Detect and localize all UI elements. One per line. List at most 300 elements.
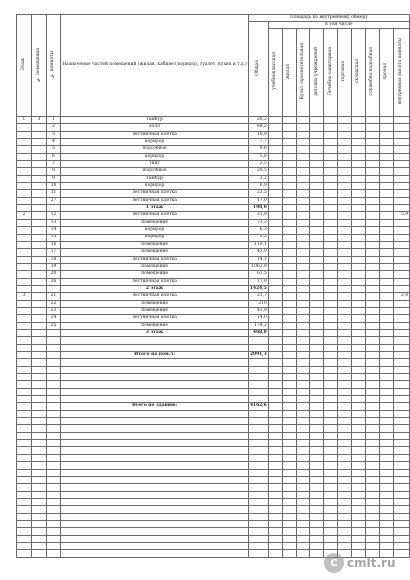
premise-cell (31, 440, 46, 447)
premise-cell (31, 462, 46, 469)
empty-cell (296, 168, 310, 175)
table-row (17, 440, 410, 447)
empty-cell (379, 271, 393, 278)
room-cell (46, 403, 60, 410)
empty-cell (310, 396, 324, 403)
table-row (17, 374, 410, 381)
room-cell (46, 344, 60, 351)
empty-cell (296, 484, 310, 491)
empty-cell (366, 388, 380, 395)
purpose-cell: лестничная клетка (61, 131, 249, 138)
empty-cell (338, 190, 352, 197)
room-cell (46, 542, 60, 549)
empty-cell (268, 322, 282, 329)
empty-cell (324, 418, 338, 425)
premise-cell (31, 388, 46, 395)
table-row (17, 396, 410, 403)
room-cell: 1 (46, 117, 60, 124)
empty-cell (296, 256, 310, 263)
floor-cell (17, 374, 32, 381)
room-cell: 20 (46, 271, 60, 278)
area-cell: 68,2 (248, 124, 268, 131)
empty-cell (352, 190, 366, 197)
empty-cell (366, 432, 380, 439)
room-cell (46, 506, 60, 513)
empty-cell (310, 550, 324, 557)
empty-cell (338, 227, 352, 234)
empty-cell (352, 329, 366, 336)
floor-cell (17, 249, 32, 256)
empty-cell (338, 175, 352, 182)
empty-cell (352, 359, 366, 366)
area-cell (248, 498, 268, 505)
floor-cell (17, 337, 32, 344)
empty-cell (352, 271, 366, 278)
empty-cell (352, 219, 366, 226)
empty-cell (282, 366, 296, 373)
room-cell (46, 440, 60, 447)
height-cell (393, 307, 409, 314)
empty-cell (324, 447, 338, 454)
premise-cell (31, 241, 46, 248)
premise-cell (31, 197, 46, 204)
empty-cell (268, 447, 282, 454)
empty-cell (268, 432, 282, 439)
empty-cell (296, 410, 310, 417)
empty-cell (282, 131, 296, 138)
empty-cell (310, 271, 324, 278)
premise-cell (31, 315, 46, 322)
empty-cell (338, 403, 352, 410)
empty-cell (282, 271, 296, 278)
height-cell (393, 256, 409, 263)
empty-cell (324, 498, 338, 505)
premise-cell (31, 410, 46, 417)
empty-cell (366, 131, 380, 138)
empty-cell (268, 469, 282, 476)
empty-cell (352, 374, 366, 381)
empty-cell (338, 124, 352, 131)
empty-cell (366, 520, 380, 527)
table-row (17, 381, 410, 388)
empty-cell (268, 491, 282, 498)
empty-cell (268, 506, 282, 513)
room-cell (46, 535, 60, 542)
empty-cell (268, 153, 282, 160)
empty-cell (338, 337, 352, 344)
empty-cell (366, 462, 380, 469)
area-cell (248, 425, 268, 432)
empty-cell (379, 234, 393, 241)
empty-cell (310, 337, 324, 344)
purpose-cell (61, 396, 249, 403)
area-cell (248, 381, 268, 388)
floor-cell: 2 (17, 212, 32, 219)
floor-cell (17, 175, 32, 182)
empty-cell (310, 410, 324, 417)
floor-cell (17, 462, 32, 469)
empty-cell (282, 440, 296, 447)
empty-cell (310, 212, 324, 219)
room-cell: 2 (46, 124, 60, 131)
empty-cell (310, 491, 324, 498)
empty-cell (324, 322, 338, 329)
empty-cell (310, 454, 324, 461)
empty-cell (352, 396, 366, 403)
empty-cell (296, 550, 310, 557)
empty-cell (379, 124, 393, 131)
empty-cell (282, 278, 296, 285)
floor-cell (17, 131, 32, 138)
empty-cell (366, 146, 380, 153)
empty-cell (268, 168, 282, 175)
empty-cell (296, 425, 310, 432)
empty-cell (296, 381, 310, 388)
col-warehouse-header: складская (352, 29, 366, 117)
empty-cell (352, 403, 366, 410)
empty-cell (338, 315, 352, 322)
empty-cell (268, 183, 282, 190)
purpose-cell: тамбур (61, 117, 249, 124)
empty-cell (379, 307, 393, 314)
empty-cell (338, 278, 352, 285)
empty-cell (379, 285, 393, 292)
empty-cell (310, 506, 324, 513)
area-cell (248, 520, 268, 527)
incl-header: в том числе (268, 22, 409, 29)
purpose-cell: 2 этаж (61, 285, 249, 292)
empty-cell (338, 410, 352, 417)
empty-cell (324, 432, 338, 439)
empty-cell (282, 315, 296, 322)
height-cell (393, 469, 409, 476)
premise-cell (31, 131, 46, 138)
empty-cell (324, 205, 338, 212)
empty-cell (352, 205, 366, 212)
empty-cell (324, 300, 338, 307)
col-floor-header: Этаж (17, 15, 32, 117)
area-cell: 468,8 (248, 329, 268, 336)
floor-cell (17, 469, 32, 476)
purpose-cell: лестничная клетка (61, 293, 249, 300)
area-cell: 3,2 (248, 234, 268, 241)
height-cell (393, 263, 409, 270)
empty-cell (366, 234, 380, 241)
empty-cell (352, 307, 366, 314)
empty-cell (352, 498, 366, 505)
empty-cell (310, 476, 324, 483)
empty-cell (268, 396, 282, 403)
empty-cell (310, 513, 324, 520)
height-cell (393, 425, 409, 432)
premise-cell (31, 418, 46, 425)
premise-cell (31, 506, 46, 513)
empty-cell (366, 440, 380, 447)
empty-cell (338, 498, 352, 505)
empty-cell (352, 366, 366, 373)
table-row (17, 535, 410, 542)
empty-cell (282, 183, 296, 190)
room-cell: 13 (46, 219, 60, 226)
table-row (17, 300, 410, 307)
empty-cell (324, 535, 338, 542)
empty-cell (282, 528, 296, 535)
empty-cell (296, 124, 310, 131)
empty-cell (366, 425, 380, 432)
height-cell (393, 139, 409, 146)
room-cell (46, 359, 60, 366)
empty-cell (338, 293, 352, 300)
empty-cell (366, 227, 380, 234)
table-row (17, 168, 410, 175)
purpose-cell (61, 454, 249, 461)
col-teach-header: учебноклассная (268, 29, 282, 117)
room-cell (46, 498, 60, 505)
empty-cell (268, 249, 282, 256)
empty-cell (268, 410, 282, 417)
empty-cell (324, 410, 338, 417)
empty-cell (366, 469, 380, 476)
room-cell: 23 (46, 307, 60, 314)
empty-cell (324, 337, 338, 344)
empty-cell (310, 432, 324, 439)
height-cell (393, 454, 409, 461)
area-cell (248, 388, 268, 395)
empty-cell (282, 190, 296, 197)
floor-cell (17, 219, 32, 226)
empty-cell (379, 403, 393, 410)
empty-cell (268, 256, 282, 263)
room-cell (46, 528, 60, 535)
premise-cell (31, 542, 46, 549)
table-row (17, 498, 410, 505)
empty-cell (366, 476, 380, 483)
empty-cell (296, 344, 310, 351)
empty-cell (324, 491, 338, 498)
room-cell (46, 447, 60, 454)
area-cell: 1424,5 (249, 285, 267, 291)
purpose-cell (61, 344, 249, 351)
table-row (17, 476, 410, 483)
empty-cell (268, 388, 282, 395)
area-cell: 4162,6 (249, 403, 267, 409)
empty-cell (296, 498, 310, 505)
height-cell (393, 329, 409, 336)
room-cell: 7 (46, 161, 60, 168)
empty-cell (338, 506, 352, 513)
room-cell (46, 425, 60, 432)
height-cell (393, 146, 409, 153)
empty-cell (338, 139, 352, 146)
empty-cell (282, 410, 296, 417)
table-row (17, 197, 410, 204)
table-row (17, 263, 410, 270)
empty-cell (379, 432, 393, 439)
premise-cell (31, 263, 46, 270)
empty-cell (282, 322, 296, 329)
empty-cell (379, 344, 393, 351)
empty-cell (338, 117, 352, 124)
empty-cell (282, 161, 296, 168)
floor-cell (17, 513, 32, 520)
empty-cell (352, 410, 366, 417)
empty-cell (268, 513, 282, 520)
purpose-cell: лестничная клетка (61, 197, 249, 204)
purpose-cell (61, 381, 249, 388)
table-row (17, 212, 410, 219)
empty-cell (310, 528, 324, 535)
empty-cell (379, 498, 393, 505)
empty-cell (366, 219, 380, 226)
table-row (17, 425, 410, 432)
empty-cell (282, 205, 296, 212)
floor-cell (17, 307, 32, 314)
purpose-cell (61, 550, 249, 557)
empty-cell (366, 249, 380, 256)
empty-cell (282, 117, 296, 124)
empty-cell (366, 352, 380, 359)
empty-cell (296, 139, 310, 146)
area-cell: 6,9 (248, 183, 268, 190)
empty-cell (268, 366, 282, 373)
table-row (17, 153, 410, 160)
empty-cell (338, 528, 352, 535)
premise-cell (31, 425, 46, 432)
empty-cell (296, 161, 310, 168)
purpose-cell: подсобное (61, 146, 249, 153)
empty-cell (282, 374, 296, 381)
room-cell: 16 (46, 241, 60, 248)
empty-cell (310, 542, 324, 549)
empty-cell (268, 197, 282, 204)
empty-cell (366, 117, 380, 124)
empty-cell (324, 520, 338, 527)
empty-cell (366, 366, 380, 373)
empty-cell (296, 234, 310, 241)
table-row (17, 146, 410, 153)
area-cell: 17,0 (248, 278, 268, 285)
empty-cell (282, 520, 296, 527)
empty-cell (296, 352, 310, 359)
empty-cell (379, 300, 393, 307)
empty-cell (282, 447, 296, 454)
area-cell (248, 418, 268, 425)
height-cell (393, 249, 409, 256)
table-row (17, 175, 410, 182)
empty-cell (324, 249, 338, 256)
premise-cell (31, 256, 46, 263)
empty-cell (324, 139, 338, 146)
empty-cell (268, 146, 282, 153)
empty-cell (352, 418, 366, 425)
table-row (17, 447, 410, 454)
col-trade-header: торговая (338, 29, 352, 117)
empty-cell (324, 381, 338, 388)
empty-cell (338, 183, 352, 190)
table-row (17, 293, 410, 300)
empty-cell (338, 219, 352, 226)
empty-cell (338, 344, 352, 351)
purpose-cell: помещение (61, 271, 249, 278)
empty-cell (352, 300, 366, 307)
empty-cell (268, 285, 282, 292)
empty-cell (310, 535, 324, 542)
empty-cell (268, 263, 282, 270)
empty-cell (282, 403, 296, 410)
empty-cell (324, 329, 338, 336)
empty-cell (296, 190, 310, 197)
empty-cell (366, 528, 380, 535)
purpose-cell (61, 542, 249, 549)
empty-cell (366, 300, 380, 307)
premise-cell (31, 550, 46, 557)
empty-cell (268, 124, 282, 131)
empty-cell (379, 146, 393, 153)
empty-cell (282, 542, 296, 549)
empty-cell (379, 322, 393, 329)
empty-cell (310, 205, 324, 212)
premise-cell (31, 454, 46, 461)
empty-cell (324, 227, 338, 234)
room-cell: 4 (46, 139, 60, 146)
area-cell: 21,9 (248, 212, 268, 219)
empty-cell (310, 498, 324, 505)
empty-cell (352, 322, 366, 329)
empty-cell (379, 506, 393, 513)
empty-cell (352, 491, 366, 498)
empty-cell (366, 197, 380, 204)
height-cell (393, 175, 409, 182)
empty-cell (352, 139, 366, 146)
room-cell: 22 (46, 300, 60, 307)
height-cell (393, 359, 409, 366)
height-cell (393, 117, 409, 124)
col-premise-header: № помещения (31, 15, 46, 117)
area-cell: 9,6 (248, 146, 268, 153)
area-cell: 1063,9 (248, 263, 268, 270)
empty-cell (324, 146, 338, 153)
room-cell: 12 (46, 212, 60, 219)
empty-cell (379, 410, 393, 417)
empty-cell (310, 484, 324, 491)
empty-cell (268, 484, 282, 491)
empty-cell (379, 315, 393, 322)
empty-cell (352, 528, 366, 535)
premise-cell (31, 278, 46, 285)
empty-cell (379, 352, 393, 359)
empty-cell (296, 183, 310, 190)
floor-cell (17, 410, 32, 417)
table-row (17, 278, 410, 285)
empty-cell (338, 285, 352, 292)
empty-cell (282, 476, 296, 483)
floor-cell (17, 256, 32, 263)
area-cell: 198,0 (248, 205, 268, 212)
premise-cell (31, 535, 46, 542)
height-cell (393, 520, 409, 527)
empty-cell (310, 352, 324, 359)
room-cell: 24 (46, 315, 60, 322)
height-cell (393, 388, 409, 395)
table-row (17, 491, 410, 498)
purpose-cell (61, 528, 249, 535)
floor-cell (17, 315, 32, 322)
room-cell: 5 (46, 146, 60, 153)
table-row (17, 366, 410, 373)
empty-cell (366, 190, 380, 197)
empty-cell (296, 388, 310, 395)
empty-cell (338, 542, 352, 549)
